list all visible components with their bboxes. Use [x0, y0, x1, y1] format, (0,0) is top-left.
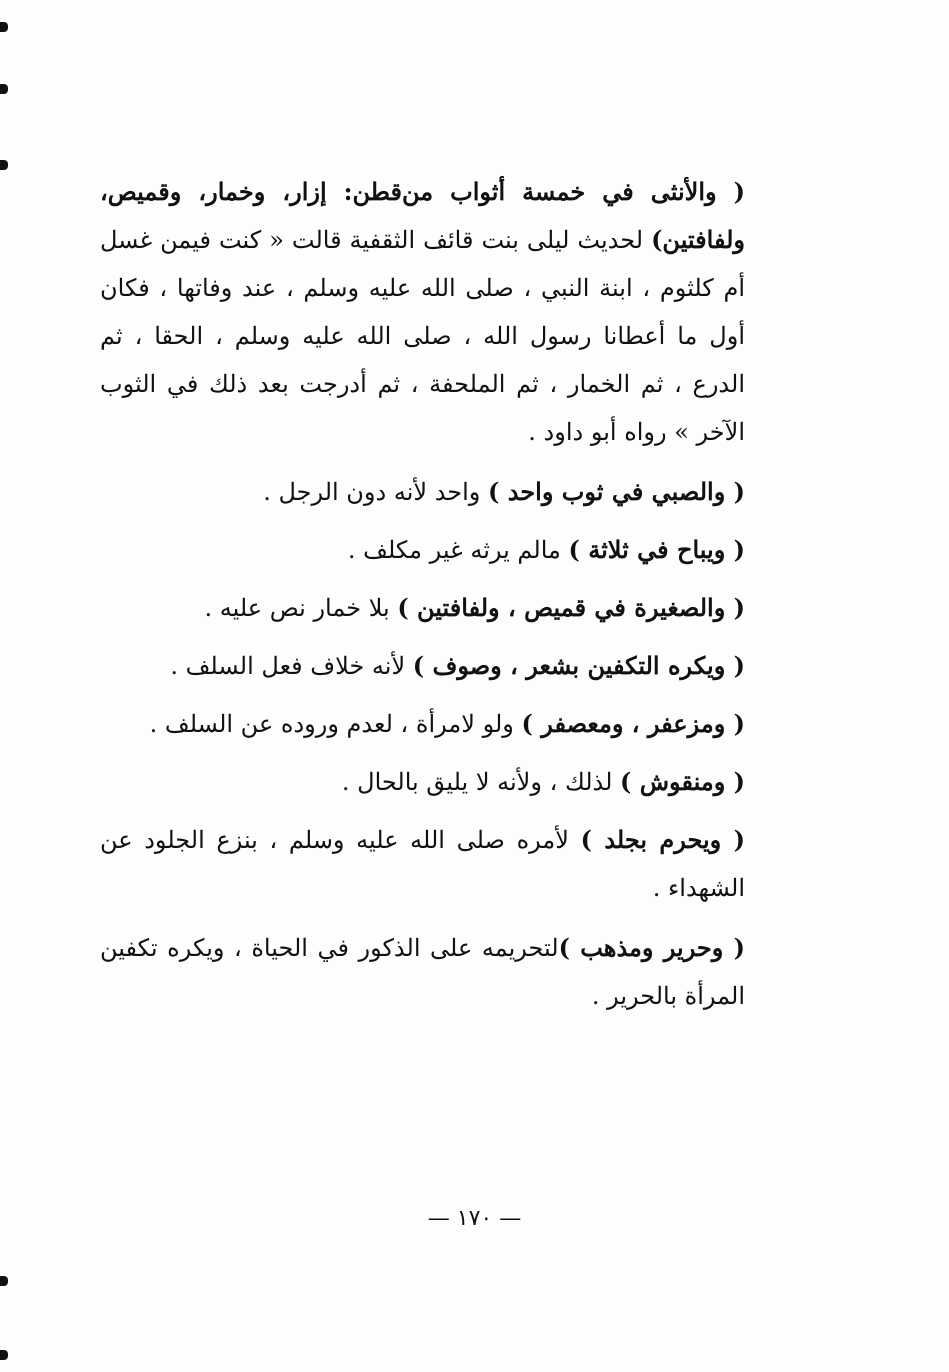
scan-margin-mark — [0, 1276, 8, 1286]
paragraph-heading: ( ويحرم بجلد ) — [580, 825, 745, 854]
paragraph-heading: ( وحرير ومذهب ) — [558, 933, 745, 962]
paragraph-embroidered — [100, 758, 745, 806]
paragraph-text: لتحريمه على الذكور في الحياة ، ويكره تكفين المرأة بالحرير . — [100, 934, 745, 1010]
paragraph-text: لذلك ، ولأنه لا يليق بالحال . — [341, 768, 621, 796]
paragraph-leather — [100, 816, 745, 912]
paragraph-silk-gold — [100, 924, 745, 1020]
paragraph-text: ولو لامرأة ، لعدم وروده عن السلف . — [149, 710, 522, 738]
paragraph-text: لأنه خلاف فعل السلف . — [170, 652, 413, 680]
scan-margin-mark — [0, 1350, 8, 1360]
paragraph-boy-shroud — [100, 468, 745, 516]
paragraph-heading: ( ويباح في ثلاثة ) — [568, 535, 745, 564]
paragraph-text: واحد لأنه دون الرجل . — [263, 478, 489, 506]
paragraph-text: لأمره صلى الله عليه وسلم ، بنزع الجلود عن الشهداء . — [100, 826, 745, 902]
paragraph-text: مالم يرثه غير مكلف . — [347, 536, 569, 564]
page-number: — ١٧٠ — — [427, 1206, 522, 1231]
paragraph-heading: ( والصغيرة في قميص ، ولفافتين ) — [397, 593, 745, 622]
scan-margin-mark — [0, 84, 8, 94]
paragraph-text: بلا خمار نص عليه . — [204, 594, 398, 622]
paragraph-dyed — [100, 700, 745, 748]
scan-margin-mark — [0, 22, 8, 32]
paragraph-three-garments — [100, 526, 745, 574]
body-text — [100, 168, 745, 1020]
paragraph-heading: ( ومنقوش ) — [620, 767, 745, 796]
paragraph-heading: ( ومزعفر ، ومعصفر ) — [521, 709, 745, 738]
paragraph-female-shroud — [100, 168, 745, 456]
paragraph-young-girl — [100, 584, 745, 632]
paragraph-heading: ( ويكره التكفين بشعر ، وصوف ) — [412, 651, 745, 680]
paragraph-heading: ( والصبي في ثوب واحد ) — [488, 477, 745, 506]
paragraph-heading: ( والأنثى في خمسة أثواب من‌قطن: إزار، وخمار، وقميص، ولفافتين) — [100, 177, 745, 254]
scan-margin-mark — [0, 160, 8, 170]
paragraph-text: لحديث ليلى بنت قائف الثقفية قالت « كنت فيمن غسل أم كلثوم ، ابنة النبي ، صلى الله عليه وسلم ، عند وفاتها ، فكان أول ما أعطانا رسول الله ، صلى الله عليه وسلم ، الحقا ، ثم الدرع ، ثم الخمار ، ثم الملحفة ، ثم أدرجت بعد ذلك في الثوب الآخر » رواه أبو داود . — [100, 226, 746, 446]
paragraph-hair-wool — [100, 642, 745, 690]
